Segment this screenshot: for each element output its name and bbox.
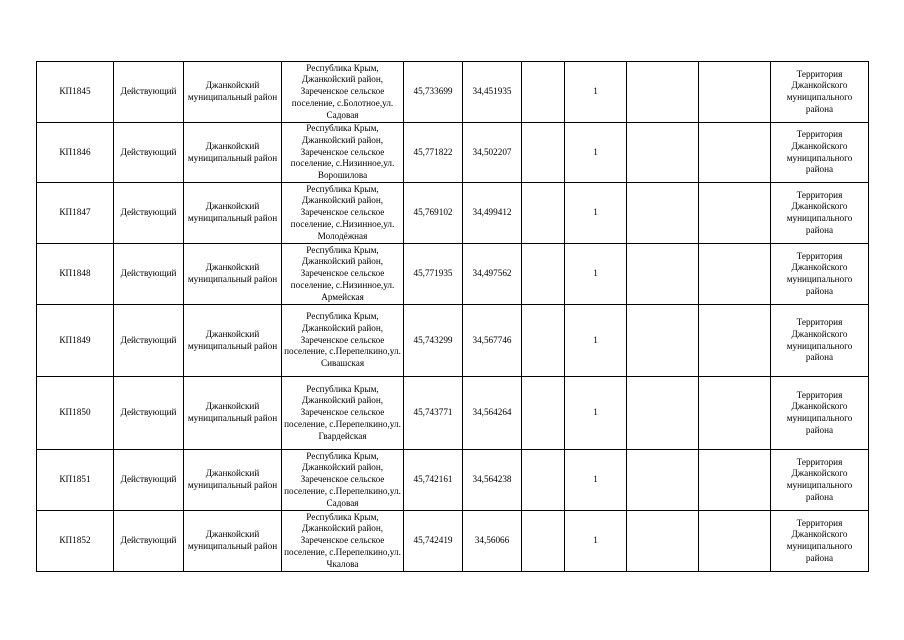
cell-status: Действующий — [114, 244, 184, 305]
cell-empty — [699, 62, 771, 123]
cell-empty — [627, 305, 699, 377]
cell-address: Республика Крым, Джанкойский район, Зареченское сельское поселение, с.Болотное,ул. Садовая — [282, 62, 404, 123]
cell-latitude: 45,769102 — [404, 183, 463, 244]
cell-address: Республика Крым, Джанкойский район, Зареченское сельское поселение, с.Низинное,ул. Ворошилова — [282, 123, 404, 183]
cell-empty — [522, 377, 565, 450]
cell-code: КП1845 — [37, 62, 114, 123]
cell-empty — [627, 377, 699, 450]
cell-status: Действующий — [114, 62, 184, 123]
cell-status: Действующий — [114, 183, 184, 244]
cell-status: Действующий — [114, 511, 184, 572]
cell-latitude: 45,771822 — [404, 123, 463, 183]
cell-address: Республика Крым, Джанкойский район, Зареченское сельское поселение, с.Низинное,ул. Молодёжная — [282, 183, 404, 244]
cell-territory: Территория Джанкойского муниципального района — [771, 123, 869, 183]
cell-territory: Территория Джанкойского муниципального района — [771, 511, 869, 572]
cell-empty — [522, 244, 565, 305]
cell-empty — [627, 511, 699, 572]
cell-longitude: 34,451935 — [463, 62, 522, 123]
table-body — [37, 62, 869, 572]
cell-empty — [699, 123, 771, 183]
container-site-registry-table — [36, 61, 869, 572]
cell-latitude: 45,742161 — [404, 450, 463, 511]
cell-municipality: Джанкойский муниципальный район — [184, 62, 282, 123]
cell-latitude: 45,743299 — [404, 305, 463, 377]
cell-empty — [699, 450, 771, 511]
cell-count: 1 — [565, 377, 627, 450]
cell-longitude: 34,567746 — [463, 305, 522, 377]
cell-code: КП1852 — [37, 511, 114, 572]
cell-longitude: 34,502207 — [463, 123, 522, 183]
cell-address: Республика Крым, Джанкойский район, Зареченское сельское поселение, с.Перепелкино,ул. Садовая — [282, 450, 404, 511]
table-row — [37, 62, 869, 123]
cell-territory: Территория Джанкойского муниципального района — [771, 244, 869, 305]
table-row — [37, 123, 869, 183]
cell-empty — [699, 183, 771, 244]
cell-status: Действующий — [114, 123, 184, 183]
table-row — [37, 511, 869, 572]
cell-empty — [699, 244, 771, 305]
cell-count: 1 — [565, 183, 627, 244]
cell-latitude: 45,733699 — [404, 62, 463, 123]
cell-empty — [699, 377, 771, 450]
cell-empty — [627, 183, 699, 244]
cell-longitude: 34,564238 — [463, 450, 522, 511]
cell-empty — [522, 450, 565, 511]
cell-territory: Территория Джанкойского муниципального района — [771, 305, 869, 377]
cell-municipality: Джанкойский муниципальный район — [184, 244, 282, 305]
cell-longitude: 34,497562 — [463, 244, 522, 305]
table-row — [37, 377, 869, 450]
cell-municipality: Джанкойский муниципальный район — [184, 305, 282, 377]
cell-code: КП1851 — [37, 450, 114, 511]
cell-territory: Территория Джанкойского муниципального района — [771, 450, 869, 511]
cell-address: Республика Крым, Джанкойский район, Зареченское сельское поселение, с.Низинное,ул. Армейская — [282, 244, 404, 305]
cell-count: 1 — [565, 62, 627, 123]
cell-municipality: Джанкойский муниципальный район — [184, 123, 282, 183]
cell-empty — [627, 244, 699, 305]
cell-address: Республика Крым, Джанкойский район, Зареченское сельское поселение, с.Перепелкино,ул. Гвардейская — [282, 377, 404, 450]
cell-count: 1 — [565, 305, 627, 377]
table-row — [37, 183, 869, 244]
table-row — [37, 244, 869, 305]
cell-status: Действующий — [114, 377, 184, 450]
table-row — [37, 305, 869, 377]
cell-municipality: Джанкойский муниципальный район — [184, 511, 282, 572]
cell-territory: Территория Джанкойского муниципального района — [771, 62, 869, 123]
cell-status: Действующий — [114, 450, 184, 511]
table-row — [37, 450, 869, 511]
cell-latitude: 45,742419 — [404, 511, 463, 572]
cell-latitude: 45,743771 — [404, 377, 463, 450]
cell-empty — [627, 450, 699, 511]
cell-code: КП1846 — [37, 123, 114, 183]
cell-empty — [699, 305, 771, 377]
cell-address: Республика Крым, Джанкойский район, Зареченское сельское поселение, с.Перепелкино,ул. Чкалова — [282, 511, 404, 572]
cell-empty — [627, 62, 699, 123]
cell-empty — [522, 511, 565, 572]
cell-empty — [522, 62, 565, 123]
cell-empty — [522, 123, 565, 183]
cell-municipality: Джанкойский муниципальный район — [184, 450, 282, 511]
cell-code: КП1849 — [37, 305, 114, 377]
cell-empty — [522, 183, 565, 244]
cell-municipality: Джанкойский муниципальный район — [184, 183, 282, 244]
cell-empty — [699, 511, 771, 572]
cell-longitude: 34,499412 — [463, 183, 522, 244]
cell-code: КП1847 — [37, 183, 114, 244]
cell-municipality: Джанкойский муниципальный район — [184, 377, 282, 450]
cell-empty — [522, 305, 565, 377]
cell-code: КП1848 — [37, 244, 114, 305]
cell-count: 1 — [565, 511, 627, 572]
cell-territory: Территория Джанкойского муниципального района — [771, 377, 869, 450]
cell-address: Республика Крым, Джанкойский район, Зареченское сельское поселение, с.Перепелкино,ул. Сивашская — [282, 305, 404, 377]
cell-count: 1 — [565, 450, 627, 511]
cell-count: 1 — [565, 244, 627, 305]
cell-longitude: 34,56066 — [463, 511, 522, 572]
cell-code: КП1850 — [37, 377, 114, 450]
cell-latitude: 45,771935 — [404, 244, 463, 305]
cell-longitude: 34,564264 — [463, 377, 522, 450]
cell-empty — [627, 123, 699, 183]
cell-territory: Территория Джанкойского муниципального района — [771, 183, 869, 244]
cell-status: Действующий — [114, 305, 184, 377]
cell-count: 1 — [565, 123, 627, 183]
